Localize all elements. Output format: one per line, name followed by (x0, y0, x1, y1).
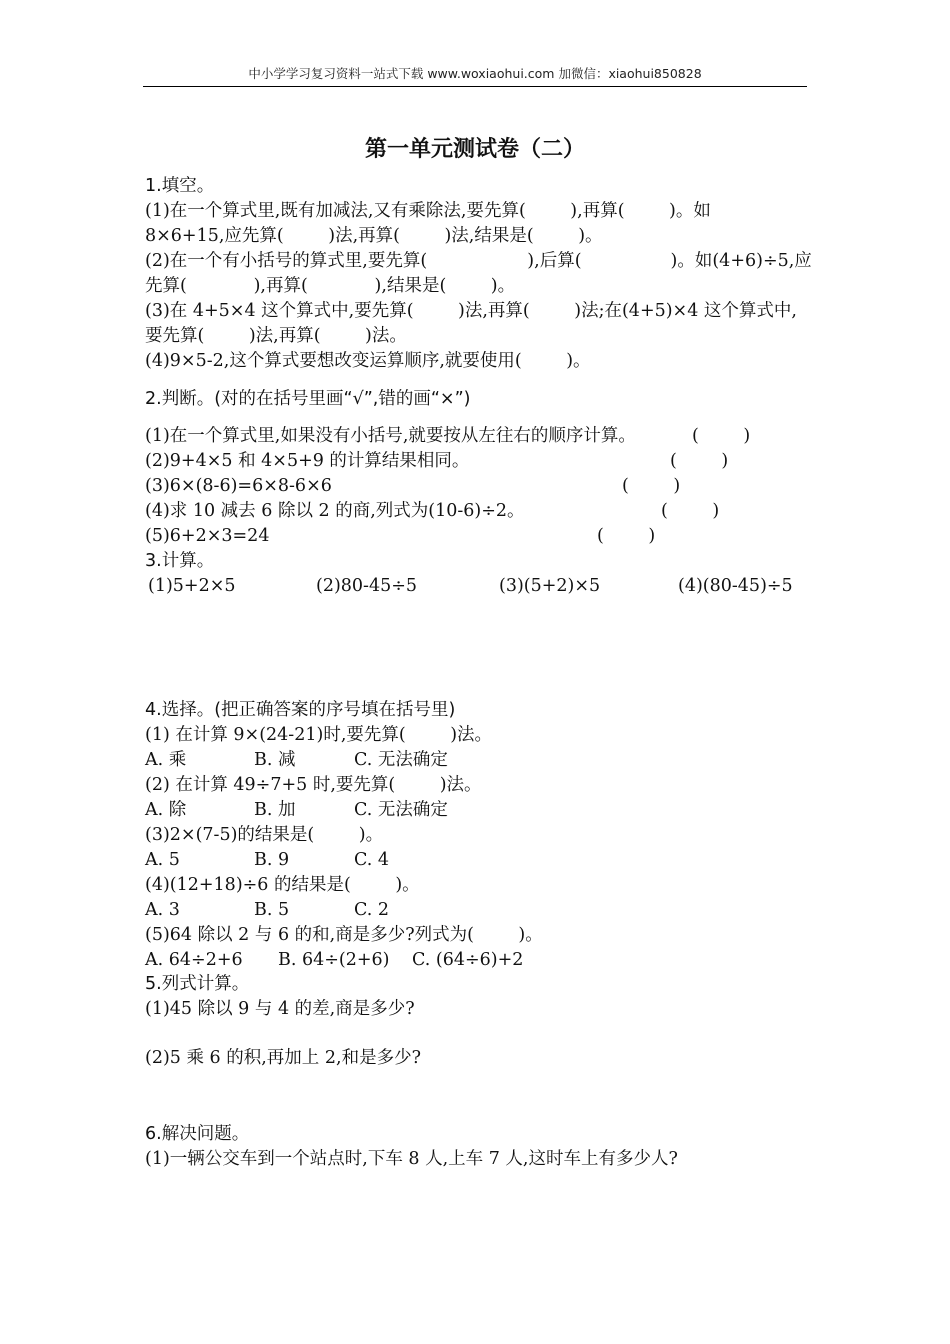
s4-q4-option-a: A. 3 (145, 900, 180, 920)
s2-item-2: (2)9+4×5 和 4×5+9 的计算结果相同。 (145, 451, 470, 471)
s6-question-1: (1)一辆公交车到一个站点时,下车 8 人,上车 7 人,这时车上有多少人? (145, 1149, 678, 1169)
s4-q3-option-a: A. 5 (145, 850, 180, 870)
s1-line-3: (2)在一个有小括号的算式里,要先算( ),后算( )。如(4+6)÷5,应 (145, 251, 812, 271)
s4-q5-option-b: B. 64÷(2+6) (278, 950, 390, 970)
s4-q3-option-c: C. 4 (354, 850, 390, 870)
s4-question-1: (1) 在计算 9×(24-21)时,要先算( )法。 (145, 725, 493, 745)
s2-item-5-blank: ( ) (597, 526, 656, 546)
section-3-heading: 3.计算。 (145, 551, 215, 571)
page-header: 中小学学习复习资料一站式下载 www.woxiaohui.com 加微信：xiaohui850828 (248, 66, 702, 81)
section-6-heading: 6.解决问题。 (145, 1124, 250, 1144)
s4-question-5: (5)64 除以 2 与 6 的和,商是多少?列式为( )。 (145, 925, 543, 945)
s4-question-2: (2) 在计算 49÷7+5 时,要先算( )法。 (145, 775, 482, 795)
s2-item-4: (4)求 10 减去 6 除以 2 的商,列式为(10-6)÷2。 (145, 501, 525, 521)
s2-item-3-blank: ( ) (622, 476, 681, 496)
s3-item-3: (3)(5+2)×5 (499, 576, 601, 596)
s4-q2-option-b: B. 加 (254, 800, 296, 820)
s4-q4-option-b: B. 5 (254, 900, 290, 920)
section-1-heading: 1.填空。 (145, 176, 215, 196)
s3-item-1: (1)5+2×5 (148, 576, 236, 596)
s4-question-3: (3)2×(7-5)的结果是( )。 (145, 825, 384, 845)
s5-question-1: (1)45 除以 9 与 4 的差,商是多少? (145, 999, 415, 1019)
s2-item-2-blank: ( ) (670, 451, 729, 471)
section-5-heading: 5.列式计算。 (145, 974, 250, 994)
s4-q3-option-b: B. 9 (254, 850, 290, 870)
s4-q2-option-a: A. 除 (145, 800, 187, 820)
s1-line-1: (1)在一个算式里,既有加减法,又有乘除法,要先算( ),再算( )。如 (145, 201, 711, 221)
s3-item-4: (4)(80-45)÷5 (678, 576, 793, 596)
s5-question-2: (2)5 乘 6 的积,再加上 2,和是多少? (145, 1048, 421, 1068)
s4-q1-option-c: C. 无法确定 (354, 750, 448, 770)
s1-line-2: 8×6+15,应先算( )法,再算( )法,结果是( )。 (145, 226, 603, 246)
s4-question-4: (4)(12+18)÷6 的结果是( )。 (145, 875, 420, 895)
s3-item-2: (2)80-45÷5 (316, 576, 418, 596)
s1-line-4: 先算( ),再算( ),结果是( )。 (145, 276, 516, 296)
s2-item-5: (5)6+2×3=24 (145, 526, 270, 546)
s1-line-6: 要先算( )法,再算( )法。 (145, 326, 407, 346)
s4-q5-option-c: C. (64÷6)+2 (412, 950, 524, 970)
s2-item-3: (3)6×(8-6)=6×8-6×6 (145, 476, 332, 496)
s2-item-4-blank: ( ) (661, 501, 720, 521)
page-title: 第一单元测试卷（二） (364, 136, 585, 162)
s2-item-1-blank: ( ) (692, 426, 751, 446)
s4-q1-option-a: A. 乘 (145, 750, 187, 770)
s4-q4-option-c: C. 2 (354, 900, 390, 920)
s4-q1-option-b: B. 减 (254, 750, 296, 770)
section-2-heading: 2.判断。(对的在括号里画“√”,错的画“×”) (145, 389, 471, 409)
s1-line-5: (3)在 4+5×4 这个算式中,要先算( )法,再算( )法;在(4+5)×4 这个算式中, (145, 301, 797, 321)
s4-q5-option-a: A. 64÷2+6 (145, 950, 243, 970)
section-4-heading: 4.选择。(把正确答案的序号填在括号里) (145, 700, 456, 720)
s4-q2-option-c: C. 无法确定 (354, 800, 448, 820)
header-divider (143, 86, 807, 87)
s2-item-1: (1)在一个算式里,如果没有小括号,就要按从左往右的顺序计算。 (145, 426, 636, 446)
s1-line-7: (4)9×5-2,这个算式要想改变运算顺序,就要使用( )。 (145, 351, 591, 371)
